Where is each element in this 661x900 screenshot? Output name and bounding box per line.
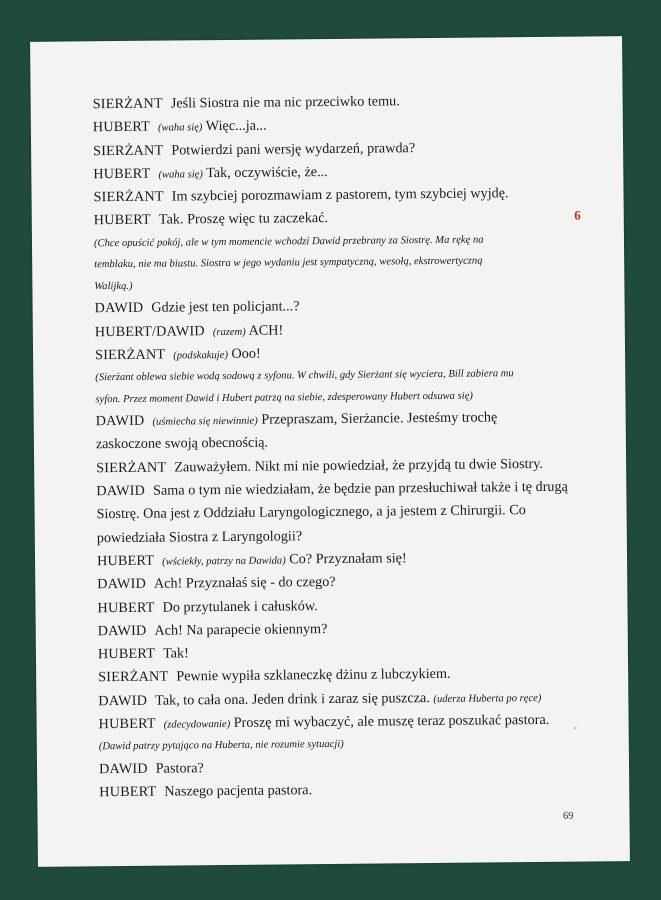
speaker-name: SIERŻANT — [93, 142, 164, 159]
paper-speck — [574, 727, 577, 730]
speaker-name: HUBERT — [97, 599, 155, 616]
dialogue-text: Gdzie jest ten policjant...? — [151, 298, 300, 316]
stage-direction-line: temblaku, nie ma biustu. Siostra w jego wydaniu jest sympatyczną, wesołą, ekstrowertyczną — [94, 255, 483, 271]
speaker-name: SIERŻANT — [98, 669, 169, 686]
dialogue-text: Ach! Na parapecie okiennym? — [154, 620, 328, 639]
speaker-name: HUBERT — [93, 165, 151, 183]
dialogue-text: Potwierdzi pani wersję wydarzeń, prawda? — [171, 139, 416, 159]
scene-number: 6 — [574, 207, 581, 223]
dialogue-text: ACH! — [248, 322, 284, 339]
speaker-name: SIERŻANT — [94, 346, 166, 364]
stage-direction-line: Walijką.) — [94, 280, 133, 293]
speaker-name: HUBERT/DAWID — [94, 322, 205, 340]
dialogue-text: Tak! — [162, 645, 189, 662]
speaker-name: DAWID — [96, 482, 146, 500]
script-page — [30, 36, 630, 867]
speaker-name: SIERŻANT — [92, 95, 163, 113]
speaker-name: DAWID — [95, 412, 145, 430]
dialogue-text: Pewnie wypiła szklaneczkę dżinu z lubczykiem. — [176, 666, 451, 685]
speaker-name: HUBERT — [96, 552, 155, 570]
dialogue-continuation: powiedziała Siostra z Laryngologii? — [96, 527, 303, 546]
page-number: 69 — [562, 810, 574, 822]
stage-direction: (waha się) — [158, 169, 203, 181]
dialogue-text: Przepraszam, Sierżancie. Jesteśmy trochę — [261, 409, 498, 428]
script-body — [93, 88, 610, 804]
dialogue-text: Do przytulanek i całusków. — [162, 597, 318, 616]
stage-direction-line: (Chce opuścić pokój, ale w tym momencie wchodzi Dawid przebrany za Siostrę. Ma rękę na — [93, 234, 484, 250]
stage-direction: (uśmiecha się niewinnie) — [152, 415, 258, 428]
dialogue-text: Zauważyłem. Nikt mi nie powiedział, że przyjdą tu dwie Siostry. — [174, 455, 544, 476]
dialogue-text: Naszego pacjenta pastora. — [164, 782, 313, 800]
speaker-name: DAWID — [97, 622, 147, 640]
dialogue-text: Im szybciej porozmawiam z pastorem, tym szybciej wyjdę. — [171, 185, 509, 205]
dialogue-text: Pastora? — [155, 760, 204, 777]
dialogue-text: Sama o tym nie wiedziałam, że będzie pan przesłuchiwał także i tę drugą — [153, 478, 568, 499]
stage-direction: (waha się) — [157, 122, 203, 134]
stage-direction: (razem) — [212, 326, 246, 338]
speaker-name: HUBERT — [99, 783, 157, 801]
stage-direction: (zdecydowanie) — [163, 719, 231, 731]
stage-direction: (wściekły, patrzy na Dawida) — [162, 555, 286, 568]
dialogue-text: Więc...ja... — [205, 117, 267, 135]
speaker-name: HUBERT — [92, 119, 151, 136]
stage-direction-line: syfon. Przez moment Dawid i Hubert patrzą na siebie, zdesperowany Hubert odsuwa się) — [95, 390, 473, 405]
stage-direction-line: (Dawid patrzy pytająco na Huberta, nie rozumie sytuacji) — [98, 739, 344, 753]
speaker-name: HUBERT — [98, 715, 156, 733]
dialogue-text: Tak, oczywiście, że... — [206, 163, 328, 182]
speaker-name: DAWID — [97, 576, 147, 593]
dialogue-text: Tak. Proszę więc tu zaczekać. — [158, 210, 329, 229]
speaker-name: DAWID — [98, 692, 148, 709]
stage-direction: (podskakuje) — [173, 349, 229, 362]
dialogue-text: Proszę mi wybaczyć, ale muszę teraz poszukać pastora. — [233, 711, 550, 731]
dialogue-line — [99, 776, 609, 804]
dialogue-text: Tak, to cała ona. Jeden drink i zaraz się puszcza. — [155, 689, 430, 709]
speaker-name: DAWID — [98, 760, 148, 778]
speaker-name: HUBERT — [93, 212, 151, 229]
speaker-name: HUBERT — [97, 645, 156, 663]
stage-direction-line: (Sierżant oblewa siebie wodą sodową z syfonu. W chwili, gdy Sierżant się wyciera, Bill zabiera mu — [95, 368, 514, 384]
dialogue-text: Ooo! — [231, 345, 261, 362]
stage-direction: (uderza Huberta po ręce) — [433, 692, 542, 705]
speaker-name: DAWID — [94, 300, 144, 317]
speaker-name: SIERŻANT — [96, 459, 167, 477]
speaker-name: SIERŻANT — [93, 188, 164, 206]
dialogue-text: Co? Przyznałam się! — [289, 550, 407, 568]
dialogue-continuation: zaskoczone swoją obecnością. — [95, 435, 269, 453]
dialogue-text: Jeśli Siostra nie ma nic przeciwko temu. — [170, 93, 400, 112]
dialogue-text: Ach! Przyznałaś się - do czego? — [153, 574, 336, 592]
dialogue-continuation: Siostrę. Ona jest z Oddziału Laryngologicznego, a ja jestem z Chirurgii. Co — [96, 502, 526, 523]
